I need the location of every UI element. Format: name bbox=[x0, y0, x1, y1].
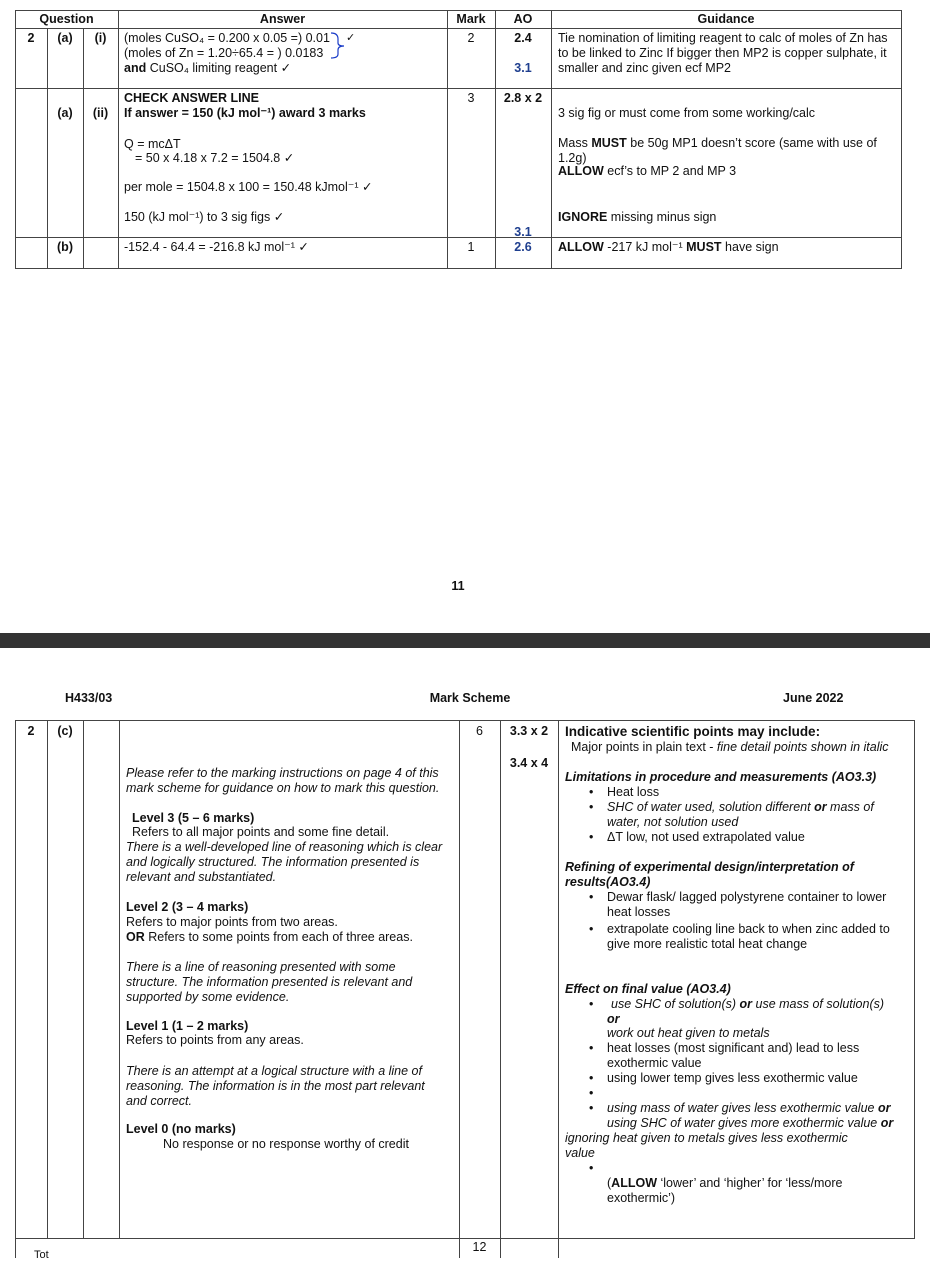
answer-line-moles-cuso4: (moles CuSO₄ = 0.200 x 0.05 =) 0.01 bbox=[124, 31, 330, 45]
guidance-text: ALLOW -217 kJ mol⁻¹ MUST have sign bbox=[558, 240, 779, 254]
document-date: June 2022 bbox=[783, 691, 844, 705]
page-number: 11 bbox=[451, 579, 465, 593]
ao-value: 2.6 bbox=[514, 240, 532, 254]
document-title: Mark Scheme bbox=[429, 691, 511, 705]
question-number: 2 bbox=[27, 31, 35, 45]
guidance-text: Mass MUST be 50g MP1 doesn’t score (same with use of 1.2g) bbox=[558, 136, 877, 165]
list-item: • ΔT low, not used extrapolated value bbox=[607, 830, 910, 845]
ao-value: 3.1 bbox=[514, 61, 532, 75]
level-1-title: Level 1 (1 – 2 marks) bbox=[126, 1019, 249, 1033]
answer-text: -152.4 - 64.4 = -216.8 kJ mol⁻¹ ✓ bbox=[124, 240, 309, 254]
mark-total: 12 bbox=[472, 1240, 487, 1254]
mark-value: 1 bbox=[467, 240, 475, 254]
level-0-title: Level 0 (no marks) bbox=[126, 1122, 236, 1136]
list-item: • Heat loss bbox=[607, 785, 910, 800]
total-label: Tot bbox=[34, 1249, 49, 1261]
level-0-text: No response or no response worthy of credit bbox=[163, 1137, 409, 1151]
indicative-points bbox=[565, 724, 910, 1206]
page-separator bbox=[0, 633, 930, 648]
effect-list bbox=[565, 997, 910, 1012]
section-refining-title: Refining of experimental design/interpretation of results(AO3.4) bbox=[565, 860, 854, 889]
or-connector: or bbox=[607, 1012, 620, 1026]
guidance-text: Tie nomination of limiting reagent to calc of moles of Zn has to be linked to Zinc If bigger then MP2 is copper sulphate, it smaller and zinc given ecf MP2 bbox=[558, 31, 888, 75]
refining-list bbox=[565, 890, 910, 952]
section-effect-title: Effect on final value (AO3.4) bbox=[565, 982, 731, 996]
per-mole-calculation: per mole = 1504.8 x 100 = 150.48 kJmol⁻¹ ✓ bbox=[124, 180, 373, 194]
level-2-or-text: OR Refers to some points from each of three areas. bbox=[126, 930, 413, 944]
ao-value: 3.1 bbox=[514, 225, 532, 239]
sig-figs-answer: 150 (kJ mol⁻¹) to 3 sig figs ✓ bbox=[124, 210, 285, 224]
section-limitations-title: Limitations in procedure and measurements (AO3.3) bbox=[565, 770, 877, 784]
heat-metals-text: work out heat given to metals bbox=[607, 1026, 770, 1040]
header-answer: Answer bbox=[259, 12, 306, 26]
level-3-title: Level 3 (5 – 6 marks) bbox=[132, 811, 255, 825]
mark-value: 6 bbox=[476, 724, 483, 738]
ao-value: 3.3 x 2 bbox=[509, 724, 549, 738]
allow-list bbox=[565, 1161, 910, 1176]
header-question: Question bbox=[39, 12, 94, 26]
indicative-subtitle: Major points in plain text - fine detail points shown in italic bbox=[571, 740, 889, 754]
document-code: H433/03 bbox=[65, 691, 113, 705]
level-2-reasoning: There is a line of reasoning presented with some structure. The information presented is relevant and supported by some evidence. bbox=[126, 960, 413, 1004]
level-1-reasoning: There is an attempt at a logical structure with a line of reasoning. The information is in the most part relevant and correct. bbox=[126, 1064, 425, 1108]
handwritten-brace-icon bbox=[328, 31, 348, 59]
list-item-empty bbox=[607, 1161, 910, 1176]
limitations-list bbox=[565, 785, 910, 845]
header-mark: Mark bbox=[456, 12, 486, 26]
list-item-empty bbox=[607, 1086, 910, 1101]
ao-value: 2.4 bbox=[514, 31, 532, 45]
list-item: • using mass of water gives less exothermic value or using SHC of water gives more exothermic value or bbox=[607, 1101, 910, 1131]
marking-instructions: Please refer to the marking instructions on page 4 of this mark scheme for guidance on how to mark this question. bbox=[126, 766, 440, 795]
list-item: • using lower temp gives less exothermic value bbox=[607, 1071, 910, 1086]
indicative-title: Indicative scientific points may include: bbox=[565, 724, 821, 739]
mark-value: 2 bbox=[467, 31, 475, 45]
guidance-text: ALLOW ecf’s to MP 2 and MP 3 bbox=[558, 164, 737, 178]
effect-list-2 bbox=[565, 1041, 910, 1131]
question-part: (b) bbox=[57, 240, 73, 254]
level-1-text: Refers to points from any areas. bbox=[126, 1033, 304, 1047]
ignoring-text: ignoring heat given to metals gives less exothermic value bbox=[565, 1131, 848, 1160]
question-part: (a) bbox=[57, 31, 73, 45]
level-3-reasoning: There is a well-developed line of reasoning which is clear and logically structured. The information presented is relevant and substantiated. bbox=[126, 840, 443, 884]
header-guidance: Guidance bbox=[697, 12, 755, 26]
header-ao: AO bbox=[513, 12, 533, 26]
check-answer-line: CHECK ANSWER LINE bbox=[124, 91, 259, 105]
guidance-text: 3 sig fig or must come from some working/calc bbox=[558, 106, 816, 120]
question-part: (c) bbox=[57, 724, 73, 738]
level-3-text: Refers to all major points and some fine detail. bbox=[132, 825, 390, 839]
if-answer-line: If answer = 150 (kJ mol⁻¹) award 3 marks bbox=[124, 106, 366, 120]
level-2-title: Level 2 (3 – 4 marks) bbox=[126, 900, 249, 914]
q-equation: Q = mcΔT bbox=[124, 137, 181, 151]
list-item: • heat losses (most significant and) lead to less exothermic value bbox=[607, 1041, 910, 1071]
answer-line-moles-zn: (moles of Zn = 1.20÷65.4 = ) 0.0183 bbox=[124, 46, 324, 60]
guidance-text: IGNORE missing minus sign bbox=[558, 210, 717, 224]
level-2-text: Refers to major points from two areas. bbox=[126, 915, 338, 929]
question-number: 2 bbox=[27, 724, 35, 738]
question-subpart: (ii) bbox=[92, 106, 109, 120]
list-item: • Dewar flask/ lagged polystyrene container to lower heat losses bbox=[607, 890, 910, 920]
mark-value: 3 bbox=[467, 91, 475, 105]
question-subpart: (i) bbox=[94, 31, 107, 45]
list-item: • extrapolate cooling line back to when zinc added to give more realistic total heat change bbox=[607, 922, 910, 952]
ao-value: 2.8 x 2 bbox=[503, 91, 543, 105]
tick-mark-icon: ✓ bbox=[346, 32, 356, 44]
list-item: • SHC of water used, solution different or mass of water, not solution used bbox=[607, 800, 910, 830]
ao-value: 3.4 x 4 bbox=[509, 756, 549, 770]
q-calculation: = 50 x 4.18 x 7.2 = 1504.8 ✓ bbox=[135, 151, 295, 165]
question-part: (a) bbox=[57, 106, 73, 120]
allow-note: (ALLOW ‘lower’ and ‘higher’ for ‘less/more exothermic’) bbox=[607, 1176, 843, 1205]
answer-line-limiting: and CuSO₄ limiting reagent ✓ bbox=[124, 61, 292, 75]
list-item: • use SHC of solution(s) or use mass of solution(s) bbox=[607, 997, 910, 1012]
